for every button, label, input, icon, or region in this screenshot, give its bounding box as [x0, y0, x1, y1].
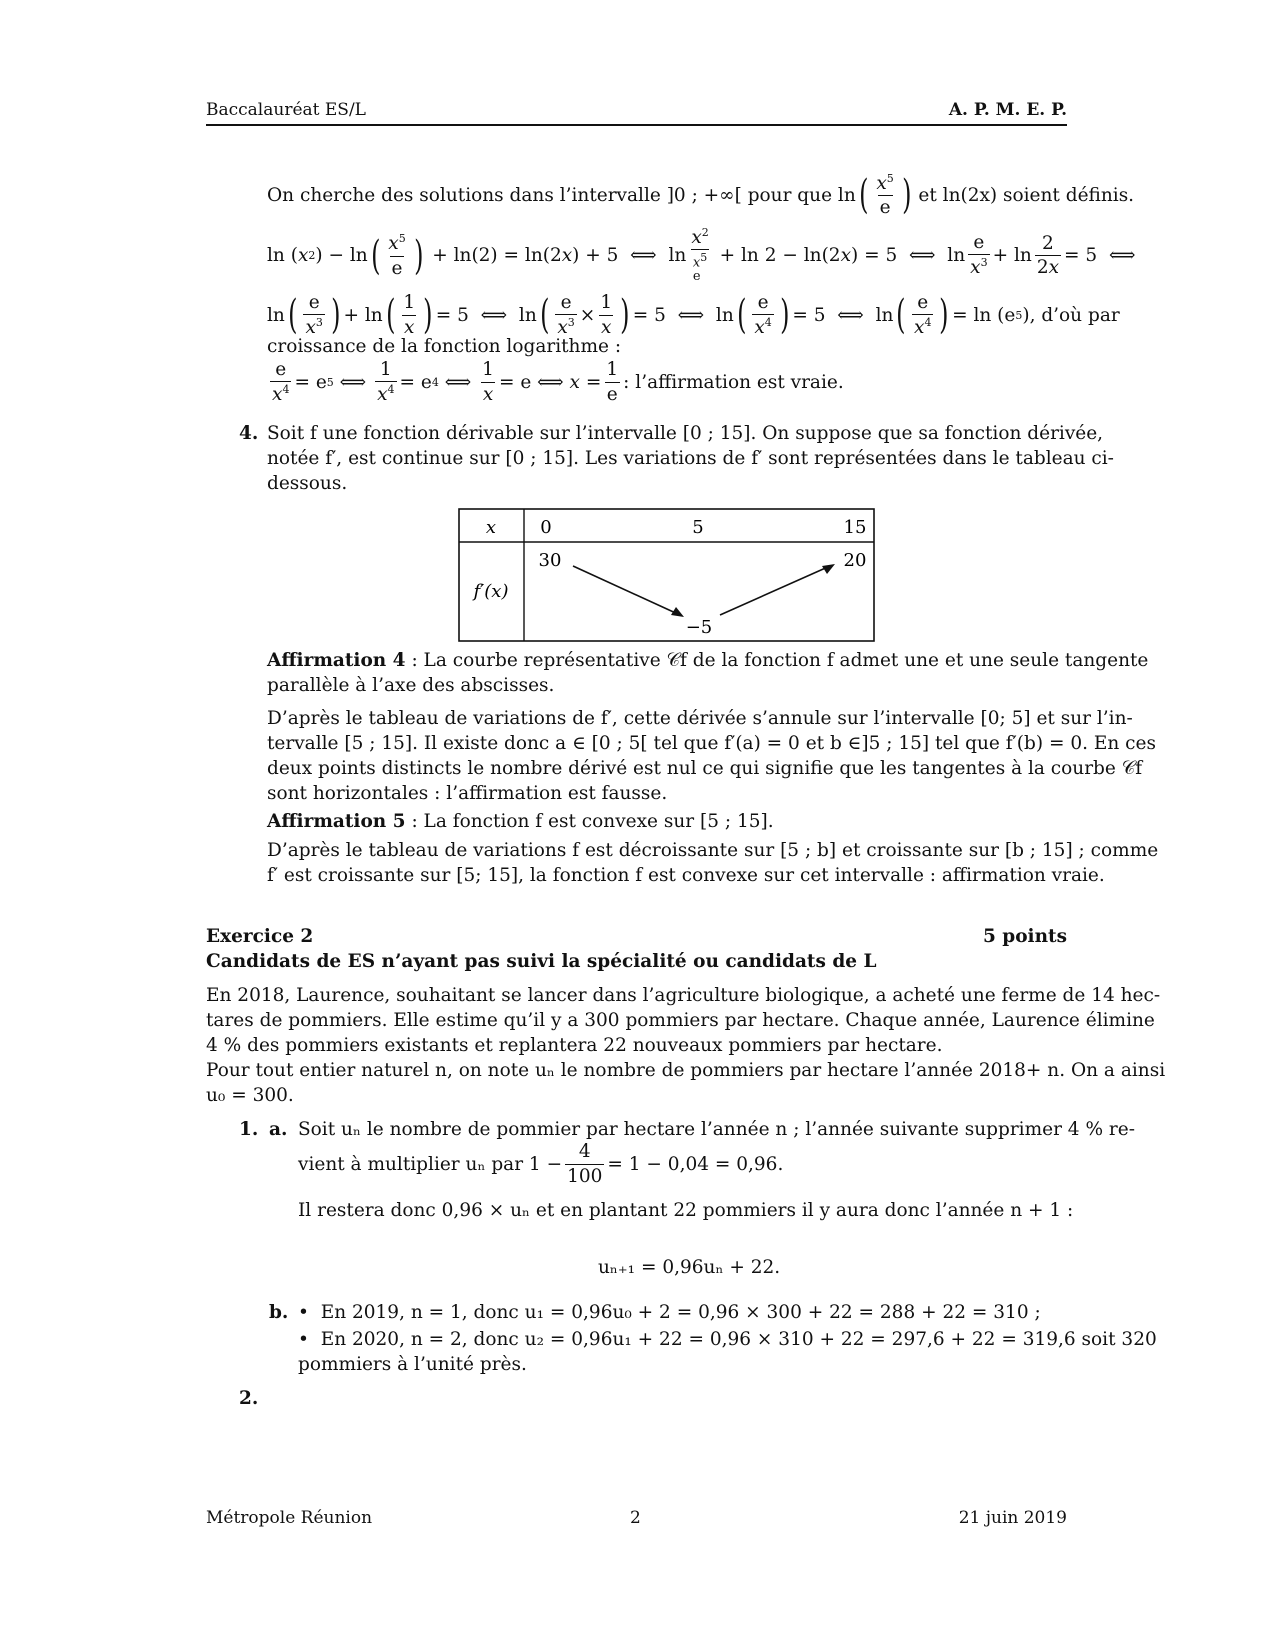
- increasing-arrow: [720, 566, 830, 615]
- ex2-intro-2: tares de pommiers. Elle estime qu’il y a 300 pommiers par hectare. Chaque année, Laurence élimine: [206, 1010, 1155, 1031]
- header-rule: [206, 124, 1067, 126]
- table-f2: 20: [843, 550, 867, 571]
- fraction-4-over-100: $\frac{4}{100}$: [567, 1141, 603, 1187]
- q1a-line-2: vient à multiplier uₙ par 1 − $\frac{4}{100}$ = 1 − 0,04 = 0,96.: [298, 1141, 784, 1187]
- ex1-intro-right: et ln(2x) soient définis.: [918, 184, 1135, 206]
- aff4-line-1: Affirmation 4 : La courbe représentative 𝒞f de la fonction f admet une et une seule tangente: [267, 650, 1149, 671]
- q1b-label: b.: [269, 1302, 289, 1323]
- table-x1: 5: [692, 517, 704, 538]
- recurrence-formula: uₙ₊₁ = 0,96uₙ + 22.: [598, 1257, 781, 1278]
- ex1-line3-end: , d’où par: [1029, 304, 1120, 326]
- q4-line-3: dessous.: [267, 473, 348, 494]
- header-right: A. P. M. E. P.: [948, 100, 1067, 120]
- q1a-line-1: Soit uₙ le nombre de pommier par hectare l’année n ; l’année suivante supprimer 4 % re-: [298, 1119, 1135, 1140]
- ex2-intro-5: u₀ = 300.: [206, 1085, 294, 1106]
- fraction-x5-over-e: $\frac{x^5}{e}$: [876, 171, 894, 219]
- header-left: Baccalauréat ES/L: [206, 100, 366, 120]
- q4-line-1: Soit f une fonction dérivable sur l’intervalle [0 ; 15]. On suppose que sa fonction dérivée,: [267, 423, 1104, 444]
- aff4-answer-1: D’après le tableau de variations de f′, cette dérivée s’annule sur l’intervalle [0; 5] et sur l’in-: [267, 708, 1133, 729]
- aff4-answer-4: sont horizontales : l’affirmation est fausse.: [267, 783, 668, 804]
- aff5-label: Affirmation 5: [267, 811, 406, 832]
- ex1-intro-left: On cherche des solutions dans l’intervalle ]0 ; +∞[ pour que ln: [267, 184, 856, 206]
- ex1-line5-end: : l’affirmation est vraie.: [623, 371, 844, 393]
- variation-table: [458, 508, 876, 643]
- aff4-answer-2: tervalle [5 ; 15]. Il existe donc a ∈ [0 ; 5[ tel que f′(a) = 0 et b ∈]5 ; 15] tel que f′(b) = 0. En ces: [267, 733, 1156, 754]
- ex2-intro-4: Pour tout entier naturel n, on note uₙ le nombre de pommiers par hectare l’année 2018+ n. On a ainsi: [206, 1060, 1166, 1081]
- q1a-label: a.: [269, 1119, 288, 1140]
- ex1-intro-line: On cherche des solutions dans l’intervalle ]0 ; +∞[ pour que ln ( $\frac{x^5}{e}$ ) et ln(2x) soient définis.: [267, 171, 1135, 219]
- table-fp-label: f′(x): [473, 581, 509, 602]
- q1b-bullet-2: • En 2020, n = 2, donc u₂ = 0,96u₁ + 22 = 0,96 × 310 + 22 = 297,6 + 22 = 319,6 soit 320: [298, 1329, 1157, 1350]
- footer-page-number: 2: [630, 1508, 641, 1528]
- aff4-label: Affirmation 4: [267, 650, 406, 671]
- q1a-line-3: Il restera donc 0,96 × uₙ et en plantant 22 pommiers il y aura donc l’année n + 1 :: [298, 1200, 1074, 1221]
- equation-line-1: ln ( x 2 ) − ln ( $\frac{x^5}{e}$ ) + ln(2) = ln(2 x ) + 5 ⟺ ln $x^2$ $x^5$ e + ln 2 − ln(2 x ) = 5 ⟺ ln $\frac{e}{x^3}$ + ln $\frac{2}{2x}$ = 5 ⟺: [267, 225, 1136, 285]
- table-x-label: x: [485, 517, 497, 538]
- table-x2: 15: [843, 517, 867, 538]
- aff4-answer-3: deux points distincts le nombre dérivé est nul ce qui signifie que les tangentes à la courbe 𝒞f: [267, 758, 1143, 779]
- aff4-line-2: parallèle à l’axe des abscisses.: [267, 675, 555, 696]
- ex2-intro-1: En 2018, Laurence, souhaitant se lancer dans l’agriculture biologique, a acheté une ferme de 14 hec-: [206, 985, 1161, 1006]
- ex2-points: 5 points: [982, 926, 1067, 947]
- footer-left: Métropole Réunion: [206, 1508, 373, 1528]
- q1-number: 1.: [239, 1119, 259, 1140]
- q4-number: 4.: [239, 423, 259, 444]
- q1b-continuation: pommiers à l’unité près.: [298, 1354, 527, 1375]
- footer-right: 21 juin 2019: [958, 1508, 1067, 1528]
- ex1-line4: croissance de la fonction logarithme :: [267, 336, 622, 357]
- ex2-intro-3: 4 % des pommiers existants et replantera 22 nouveaux pommiers par hectare.: [206, 1035, 943, 1056]
- equation-line-3: $\frac{e}{x^4}$ = e 5 ⟺ $\frac{1}{x^4}$ = e 4 ⟺ $\frac{1}{x}$ = e ⟺ x = $\frac{1}{e}$ : l’affirmation est vraie.: [272, 358, 844, 406]
- equation-line-2: ln ( $\frac{e}{x^3}$ ) + ln ( $\frac{1}{x}$ ) = 5 ⟺ ln ( $\frac{e}{x^3}$ × $\frac{1}{x}$ ) = 5 ⟺ ln ( $\frac{e}{x^4}$ ) = 5 ⟺ ln ( $\frac{e}{x^4}$ ) = ln (e 5 ) , d’où par: [267, 291, 1120, 339]
- aff5-answer-2: f′ est croissante sur [5; 15], la fonction f est convexe sur cet intervalle : affirmation vraie.: [267, 865, 1105, 886]
- table-x0: 0: [540, 517, 552, 538]
- q2-number: 2.: [239, 1388, 259, 1409]
- aff5-line: Affirmation 5 : La fonction f est convexe sur [5 ; 15].: [267, 811, 774, 832]
- q1b-bullet-1: • En 2019, n = 1, donc u₁ = 0,96u₀ + 2 = 0,96 × 300 + 22 = 288 + 22 = 310 ;: [298, 1302, 1041, 1323]
- decreasing-arrow: [573, 566, 680, 615]
- ex2-title: Exercice 2: [206, 926, 314, 947]
- q4-line-2: notée f′, est continue sur [0 ; 15]. Les variations de f′ sont représentées dans le tableau ci-: [267, 448, 1114, 469]
- aff5-answer-1: D’après le tableau de variations f est décroissante sur [5 ; b] et croissante sur [b ; 15] ; comme: [267, 840, 1159, 861]
- table-f1: −5: [685, 617, 713, 638]
- ex2-subtitle: Candidats de ES n’ayant pas suivi la spécialité ou candidats de L: [206, 951, 877, 972]
- table-f0: 30: [538, 550, 562, 571]
